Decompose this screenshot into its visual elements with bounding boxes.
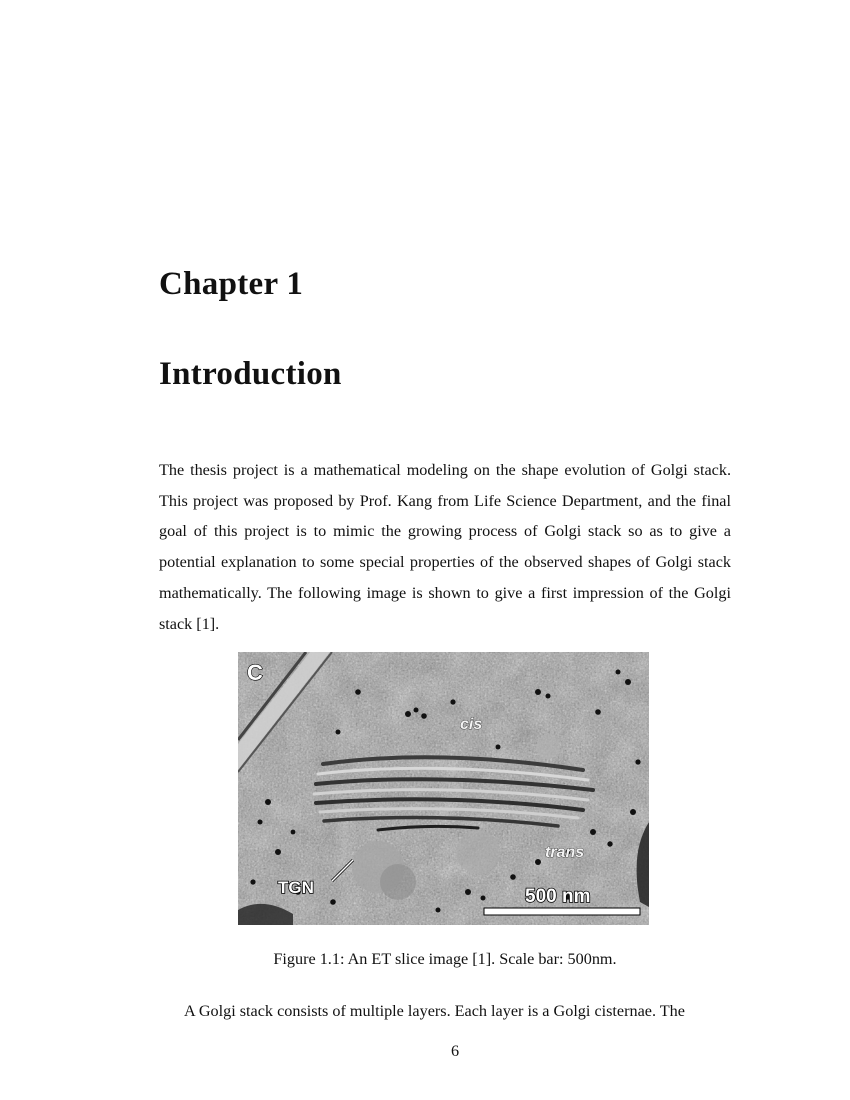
figure-caption: Figure 1.1: An ET slice image [1]. Scale bar: 500nm. [273,950,617,968]
intro-paragraph: The thesis project is a mathematical modeling on the shape evolution of Golgi stack. This project was proposed by Prof. Kang from Life Science Department, and the final goal of this project is to mimic the growing process of Golgi stack so as to give a potential explanation to some special properties of the observed shapes of Golgi stack mathematically. The following image is shown to give a first impression of the Golgi stack [1]. [159,461,731,633]
figure-panel-label: C [247,660,263,685]
scale-bar-label: 500 nm [525,886,591,907]
et-slice-figure [238,652,649,925]
tgn-label: TGN [278,878,314,897]
trans-label: trans [545,844,585,861]
scale-bar [484,908,640,915]
chapter-title: Introduction [159,356,342,392]
cis-label: cis [460,716,483,733]
chapter-number: Chapter 1 [159,266,304,302]
second-paragraph: A Golgi stack consists of multiple layers. Each layer is a Golgi cisternae. The [184,1002,685,1020]
et-slice-image [238,652,649,925]
page-number: 6 [450,1042,460,1060]
